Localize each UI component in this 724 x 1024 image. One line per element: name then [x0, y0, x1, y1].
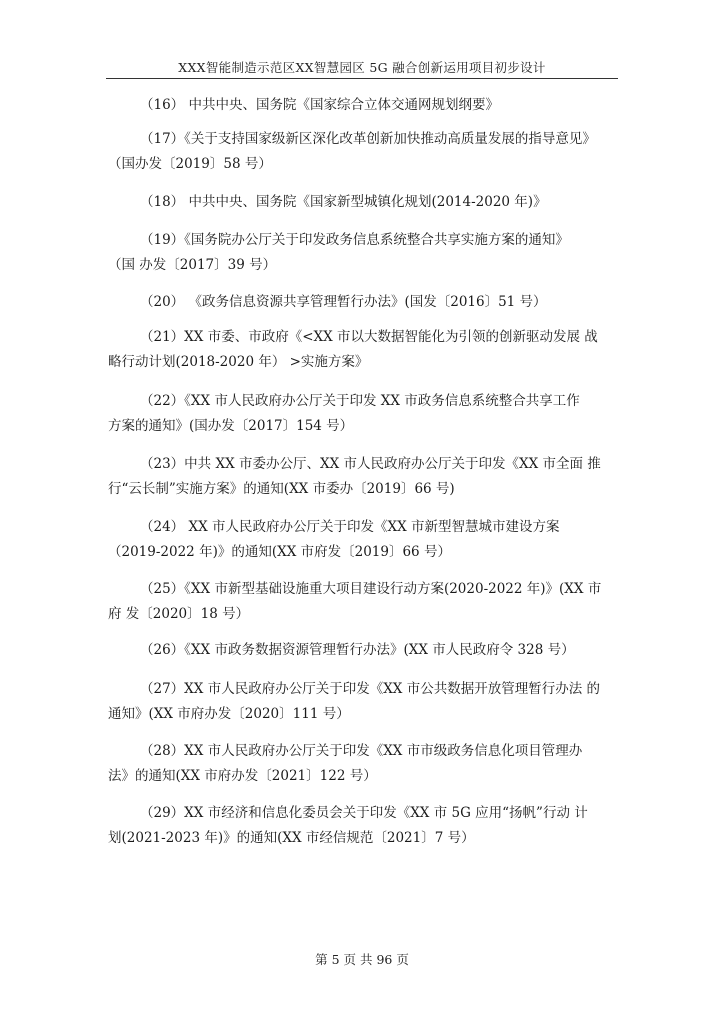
reference-item — [108, 515, 618, 565]
reference-line: （29）XX 市经济和信息化委员会关于印发《XX 市 5G 应用“扬帆”行动 计 — [140, 805, 588, 821]
reference-line: （16） 中共中央、国务院《国家综合立体交通网规划纲要》 — [140, 97, 499, 113]
reference-line: 府 发〔2020〕18 号） — [108, 606, 250, 622]
reference-line: （18） 中共中央、国务院《国家新型城镇化规划(2014-2020 年)》 — [140, 194, 547, 210]
reference-line: 法》的通知(XX 市府办发〔2021〕122 号） — [108, 768, 377, 784]
reference-item — [108, 190, 618, 215]
reference-line: （21）XX 市委、市政府《<XX 市以大数据智能化为引领的创新驱动发展 战 — [140, 329, 598, 345]
reference-item — [108, 127, 618, 177]
reference-line: （22）《XX 市人民政府办公厅关于印发 XX 市政务信息系统整合共享工作 — [140, 393, 580, 409]
reference-line: 略行动计划(2018-2020 年） >实施方案》 — [108, 354, 369, 370]
reference-item — [108, 638, 618, 663]
reference-line: （26）《XX 市政务数据资源管理暂行办法》(XX 市人民政府令 328 号） — [140, 642, 575, 658]
page-footer: 第 5 页 共 96 页 — [315, 952, 409, 967]
reference-line: （23）中共 XX 市委办公厅、XX 市人民政府办公厅关于印发《XX 市全面 推 — [140, 456, 601, 472]
reference-line: （25）《XX 市新型基础设施重大项目建设行动方案(2020-2022 年)》(XX 市 — [140, 581, 602, 597]
reference-line: （2019-2022 年)》的通知(XX 市府发〔2019〕66 号） — [108, 544, 451, 560]
reference-line: 通知》(XX 市府办发〔2020〕111 号） — [108, 706, 350, 722]
reference-item — [108, 228, 618, 278]
reference-item — [108, 801, 618, 851]
reference-item — [108, 93, 618, 118]
header-divider — [106, 78, 618, 79]
reference-line: 划(2021-2023 年)》的通知(XX 市经信规范〔2021〕7 号） — [108, 830, 475, 846]
reference-line: （17）《关于支持国家级新区深化改革创新加快推动高质量发展的指导意见》 — [140, 131, 596, 147]
reference-item — [108, 290, 618, 315]
reference-item — [108, 677, 618, 727]
reference-item — [108, 325, 618, 375]
reference-item — [108, 739, 618, 789]
reference-item — [108, 452, 618, 502]
reference-item — [108, 577, 618, 627]
reference-line: （24） XX 市人民政府办公厅关于印发《XX 市新型智慧城市建设方案 — [140, 519, 560, 535]
reference-line: （国 办发〔2017〕39 号） — [108, 257, 277, 273]
reference-line: （国办发〔2019〕58 号） — [108, 156, 272, 172]
reference-line: （20） 《政务信息资源共享管理暂行办法》(国发〔2016〕51 号） — [140, 294, 547, 310]
reference-line: 方案的通知》(国办发〔2017〕154 号） — [108, 418, 354, 434]
reference-item — [108, 389, 618, 439]
reference-line: （19）《国务院办公厅关于印发政务信息系统整合共享实施方案的通知》 — [140, 232, 569, 248]
reference-line: （28）XX 市人民政府办公厅关于印发《XX 市市级政务信息化项目管理办 — [140, 743, 583, 759]
reference-line: 行“云长制”实施方案》的通知(XX 市委办〔2019〕66 号) — [108, 481, 455, 497]
reference-line: （27）XX 市人民政府办公厅关于印发《XX 市公共数据开放管理暂行办法 的 — [140, 681, 600, 697]
page-header: XXX智能制造示范区XX智慧园区 5G 融合创新运用项目初步设计 — [178, 60, 546, 75]
